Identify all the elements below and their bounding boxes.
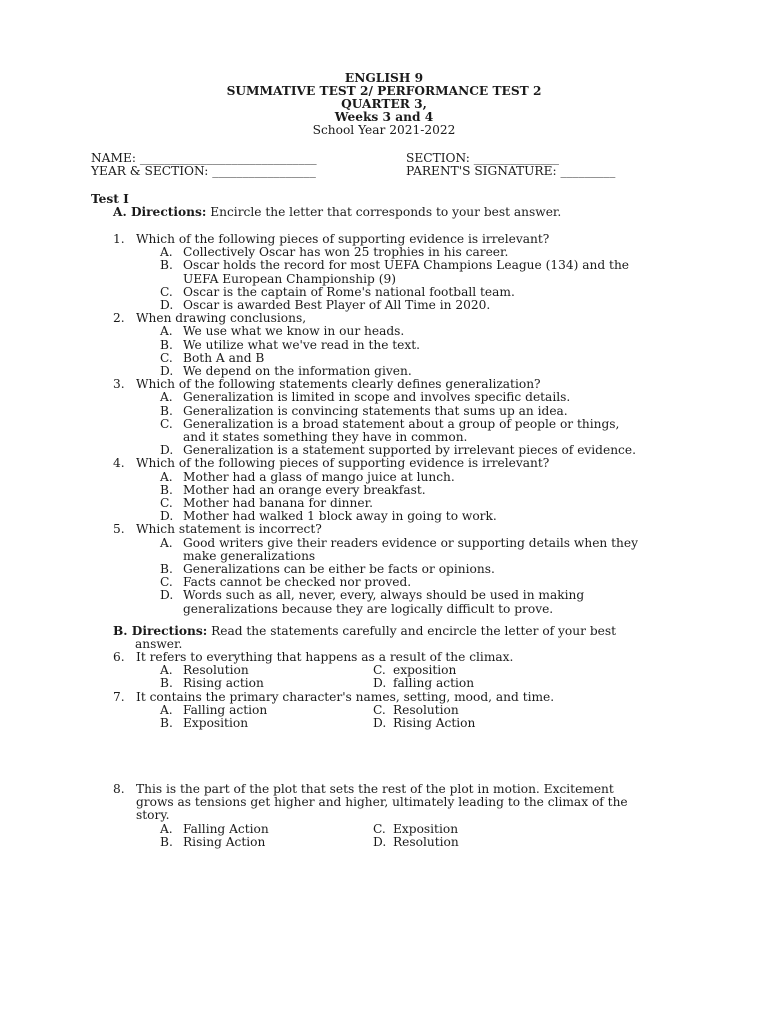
choice-letter: B. [160, 337, 173, 352]
test-title: SUMMATIVE TEST 2/ PERFORMANCE TEST 2 [226, 84, 542, 98]
choice-letter: C. [373, 702, 386, 717]
choice-text: Facts cannot be checked nor proved. [183, 575, 412, 590]
choice-text: generalizations because they are logically difficult to prove. [183, 601, 554, 616]
choice-text: Generalization is a broad statement about a group of people or things, [183, 416, 620, 431]
choice-text: Generalizations can be either be facts or opinions. [183, 562, 495, 576]
choice-text: Falling Action [183, 821, 269, 836]
choice-letter: A. [160, 702, 173, 717]
choice-letter: C. [160, 284, 173, 299]
choice-text: Oscar is the captain of Rome's national football team. [183, 284, 515, 299]
choice-text: We use what we know in our heads. [183, 324, 405, 339]
choice-letter: B. [160, 562, 173, 576]
choice-text: Generalization is limited in scope and involves specific details. [183, 390, 571, 405]
choice-letter: A. [160, 245, 173, 260]
choice-letter: D. [160, 364, 174, 378]
question-number: 4. [113, 456, 125, 471]
subject-heading: ENGLISH 9 [344, 71, 424, 85]
choice-letter: B. [160, 403, 173, 418]
choice-letter: B. [160, 482, 173, 497]
choice-letter: A. [160, 821, 173, 836]
question-stem: Which of the following statements clearly defines generalization? [136, 377, 541, 392]
question-number: 5. [113, 522, 125, 537]
choice-letter: D. [160, 509, 174, 524]
choice-text: Generalization is convincing statements that sums up an idea. [183, 403, 568, 418]
choice-text: Mother had banana for dinner. [183, 496, 373, 510]
choice-text: Resolution [393, 702, 459, 717]
choice-letter: A. [160, 663, 173, 678]
choice-text: Exposition [393, 821, 459, 836]
question-stem: story. [136, 808, 170, 823]
question-number: 6. [113, 650, 125, 664]
choice-text: Mother had an orange every breakfast. [183, 482, 426, 497]
choice-letter: C. [160, 350, 173, 365]
choice-text: exposition [393, 663, 457, 678]
choice-letter: A. [160, 324, 173, 339]
choice-text: Oscar is awarded Best Player of All Time in 2020. [183, 298, 491, 312]
choice-text: Both A and B [183, 350, 265, 365]
question-stem: Which of the following pieces of supporting evidence is irrelevant? [136, 232, 550, 246]
year-section-field: YEAR & SECTION: _________________ [91, 164, 316, 178]
choice-text: Mother had a glass of mango juice at lunch. [183, 469, 455, 484]
test-title-1: Test I [91, 192, 129, 206]
choice-text: Resolution [393, 834, 459, 849]
choice-text: We depend on the information given. [183, 364, 412, 378]
section-field: SECTION: ______________ [406, 151, 560, 165]
choice-letter: B. [160, 676, 173, 691]
directions-b-label: B. Directions: [113, 624, 208, 638]
choice-text: Words such as all, never, every, always should be used in making [183, 588, 585, 603]
choice-text: Exposition [183, 716, 249, 730]
choice-letter: C. [373, 821, 386, 836]
choice-text: Rising Action [183, 834, 266, 849]
choice-letter: C. [160, 496, 173, 510]
choice-text: Mother had walked 1 block away in going to work. [183, 509, 497, 524]
choice-text: Good writers give their readers evidence or supporting details when they [183, 535, 638, 550]
name-field: NAME: _____________________________ [91, 151, 317, 165]
choice-letter: B. [160, 258, 173, 273]
choice-text: Resolution [183, 663, 249, 678]
choice-letter: D. [373, 716, 387, 730]
choice-text: Falling action [183, 702, 268, 717]
directions-a-text: Encircle the letter that corresponds to your best answer. [210, 205, 562, 219]
question-stem: grows as tensions get higher and higher, ultimately leading to the climax of the [136, 795, 628, 810]
parent-signature-field: PARENT'S SIGNATURE: _________ [406, 164, 616, 178]
choice-letter: A. [160, 390, 173, 405]
choice-letter: D. [373, 834, 387, 849]
choice-text: Oscar holds the record for most UEFA Champions League (134) and the [183, 258, 630, 273]
choice-letter: B. [160, 834, 173, 849]
question-number: 1. [113, 232, 125, 246]
choice-text: falling action [393, 676, 475, 691]
question-stem: This is the part of the plot that sets the rest of the plot in motion. Excitement [136, 782, 614, 796]
directions-a-label: A. Directions: [113, 205, 207, 219]
choice-letter: A. [160, 535, 173, 550]
choice-letter: C. [373, 663, 386, 678]
question-number: 3. [113, 377, 125, 392]
choice-letter: C. [160, 416, 173, 431]
directions-b [113, 625, 616, 638]
question-stem: It refers to everything that happens as a result of the climax. [136, 650, 514, 664]
choice-text: Collectively Oscar has won 25 trophies in his career. [183, 245, 509, 260]
choice-text: Rising Action [393, 716, 476, 730]
directions-b-text-cont: answer. [135, 637, 183, 651]
question-number: 8. [113, 782, 125, 796]
choice-text: make generalizations [183, 548, 316, 563]
choice-letter: A. [160, 469, 173, 484]
directions-a [113, 206, 561, 219]
choice-letter: D. [160, 298, 174, 312]
choice-letter: C. [160, 575, 173, 590]
choice-text: and it states something they have in common. [183, 430, 468, 444]
school-year: School Year 2021-2022 [312, 123, 456, 137]
choice-text: Generalization is a statement supported by irrelevant pieces of evidence. [183, 443, 636, 458]
choice-letter: D. [160, 443, 174, 458]
choice-text: We utilize what we've read in the text. [183, 337, 421, 352]
choice-letter: D. [160, 588, 174, 603]
question-stem: Which of the following pieces of supporting evidence is irrelevant? [136, 456, 550, 471]
question-number: 2. [113, 311, 125, 326]
question-stem: It contains the primary character's names, setting, mood, and time. [136, 689, 555, 704]
weeks-heading: Weeks 3 and 4 [334, 110, 434, 124]
choice-letter: D. [373, 676, 387, 691]
choice-text: Rising action [183, 676, 264, 691]
choice-letter: B. [160, 716, 173, 730]
directions-b-text: Read the statements carefully and encircle the letter of your best [211, 624, 616, 638]
quarter-heading: QUARTER 3, [341, 97, 427, 111]
question-stem: When drawing conclusions, [136, 311, 307, 326]
question-number: 7. [113, 689, 125, 704]
choice-text: UEFA European Championship (9) [183, 271, 396, 286]
question-stem: Which statement is incorrect? [136, 522, 322, 537]
